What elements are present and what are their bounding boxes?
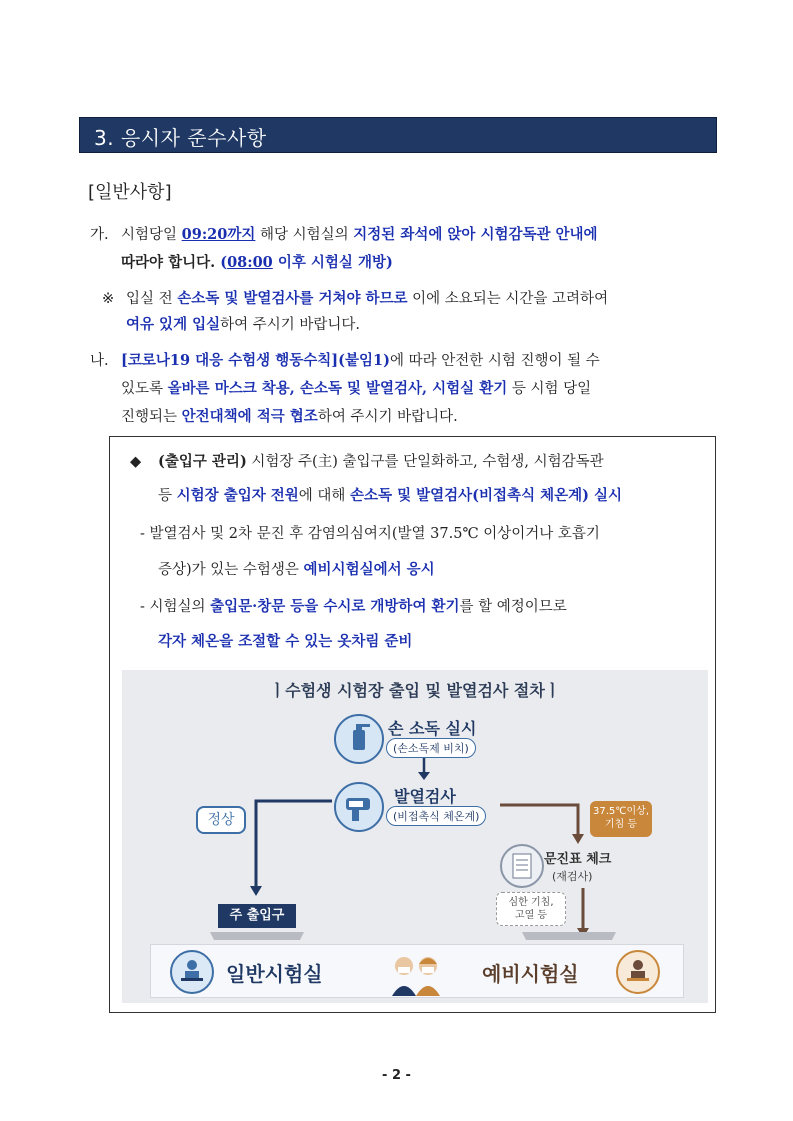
text: 시험장 출입자 전원 <box>176 487 299 504</box>
note-line1 <box>126 286 721 312</box>
item-ga-line1 <box>121 222 721 248</box>
step1-sub: (손소독제 비치) <box>386 738 476 758</box>
box-bullet1-line2 <box>158 558 435 582</box>
text: 등 <box>158 488 177 504</box>
checklist-icon <box>500 844 544 888</box>
time-highlight: 09:20까지 <box>181 226 256 243</box>
step2-label: 발열검사 <box>394 787 456 806</box>
box-line1 <box>158 450 708 474</box>
procedure-diagram <box>122 670 708 1003</box>
text: (출입구 관리) <box>158 453 247 470</box>
step-hand-sanitize <box>334 714 512 760</box>
arrow-normal <box>256 801 332 888</box>
text: 출입문·창문 등을 수시로 개방하여 환기 <box>210 598 460 615</box>
note-marker: ※ <box>102 291 115 307</box>
step-questionnaire <box>500 844 618 888</box>
sanitizer-icon <box>334 714 384 764</box>
text: ) <box>385 254 393 271</box>
text: [코로나19 대응 수험생 행동수칙](붙임1) <box>121 352 390 369</box>
fever-condition-badge: 37.5℃이상, 기침 등 <box>590 801 652 837</box>
item-na-line3 <box>121 404 458 430</box>
item-na-marker: 나. <box>90 353 109 369</box>
text: 손소독 및 발열검사(비접촉식 체온계) 실시 <box>350 487 623 504</box>
text: 시험장 주(主) 출입구를 단일화하고, 수험생, 시험감독관 <box>246 454 604 470</box>
arrowhead-1 <box>418 772 430 780</box>
box-bullet2-line2 <box>158 630 412 654</box>
main-entrance-label: 주 출입구 <box>218 904 296 928</box>
subheading: [일반사항] <box>88 182 172 203</box>
arrowhead-abnormal <box>572 834 584 844</box>
diagram-title: ㅣ수험생 시험장 출입 및 발열검사 절차ㅣ <box>269 681 561 700</box>
normal-badge: 정상 <box>196 806 246 834</box>
text: ( <box>215 254 228 271</box>
step-fever-check <box>334 782 512 828</box>
text: 이에 소요되는 시간을 고려하여 <box>407 291 609 307</box>
text: 입실 전 <box>126 291 178 307</box>
step1-label: 손 소독 실시 <box>388 719 477 738</box>
reserve-room-label: 예비시험실 <box>482 962 579 986</box>
section-header-bar <box>79 117 717 153</box>
text: 올바른 마스크 착용, 손소독 및 발열검사, 시험실 환기 <box>167 380 508 397</box>
note-line2 <box>126 312 360 338</box>
text: 손소독 및 발열검사를 거쳐야 하므로 <box>177 290 408 307</box>
student-desk-icon-right <box>616 950 660 994</box>
item-na-line2 <box>121 376 721 402</box>
text: 시험당일 <box>121 227 182 243</box>
text: - 시험실의 <box>140 599 211 615</box>
step2-sub: (비접촉식 체온계) <box>386 806 486 826</box>
masked-people-icon <box>386 952 446 996</box>
text: 있도록 <box>121 381 168 397</box>
text: 하여 주시기 바랍니다. <box>317 409 458 425</box>
door-frame-right <box>522 932 616 940</box>
text: 하여 주시기 바랍니다. <box>220 317 361 333</box>
text: 진행되는 <box>121 409 182 425</box>
text: 각자 체온을 조절할 수 있는 옷차림 준비 <box>158 633 413 650</box>
box-diamond: ◆ <box>130 454 142 470</box>
box-bullet2-line1 <box>140 595 710 619</box>
section-title: 3. 응시자 준수사항 <box>94 126 267 150</box>
cough-condition-badge: 심한 기침, 고열 등 <box>496 892 566 926</box>
text: 해당 시험실의 <box>255 227 354 243</box>
box-line2 <box>158 484 708 508</box>
open-time: 08:00 <box>227 254 273 271</box>
item-ga-line2 <box>121 250 393 276</box>
text: 따라야 합니다. <box>121 254 216 271</box>
door-frame-left <box>210 932 304 940</box>
general-room-label: 일반시험실 <box>226 962 323 986</box>
page-number: - 2 - <box>382 1068 411 1083</box>
item-na-line1 <box>121 348 721 374</box>
text: 를 할 예정이므로 <box>459 599 567 615</box>
text: 여유 있게 입실 <box>126 316 221 333</box>
step3-label: 문진표 체크 <box>544 852 612 867</box>
box-bullet1-line1: - 발열검사 및 2차 문진 후 감염의심여지(발열 37.5℃ 이상이거나 호흡기 <box>140 526 600 542</box>
arrowhead-normal <box>250 886 262 896</box>
seat-highlight: 지정된 좌석에 앉아 시험감독관 안내에 <box>353 226 598 243</box>
text: 에 대해 <box>298 488 351 504</box>
text: 증상)가 있는 수험생은 <box>158 562 304 578</box>
item-ga-marker: 가. <box>90 227 109 243</box>
student-desk-icon-left <box>170 950 214 994</box>
thermometer-icon <box>334 782 384 832</box>
text: 안전대책에 적극 협조 <box>181 408 318 425</box>
text: 등 시험 당일 <box>507 381 592 397</box>
text: 예비시험실에서 응시 <box>303 561 435 578</box>
text: 에 따라 안전한 시험 진행이 될 수 <box>389 353 600 369</box>
text: 이후 시험실 개방 <box>272 254 386 271</box>
step3-sub: (재검사) <box>552 870 593 883</box>
